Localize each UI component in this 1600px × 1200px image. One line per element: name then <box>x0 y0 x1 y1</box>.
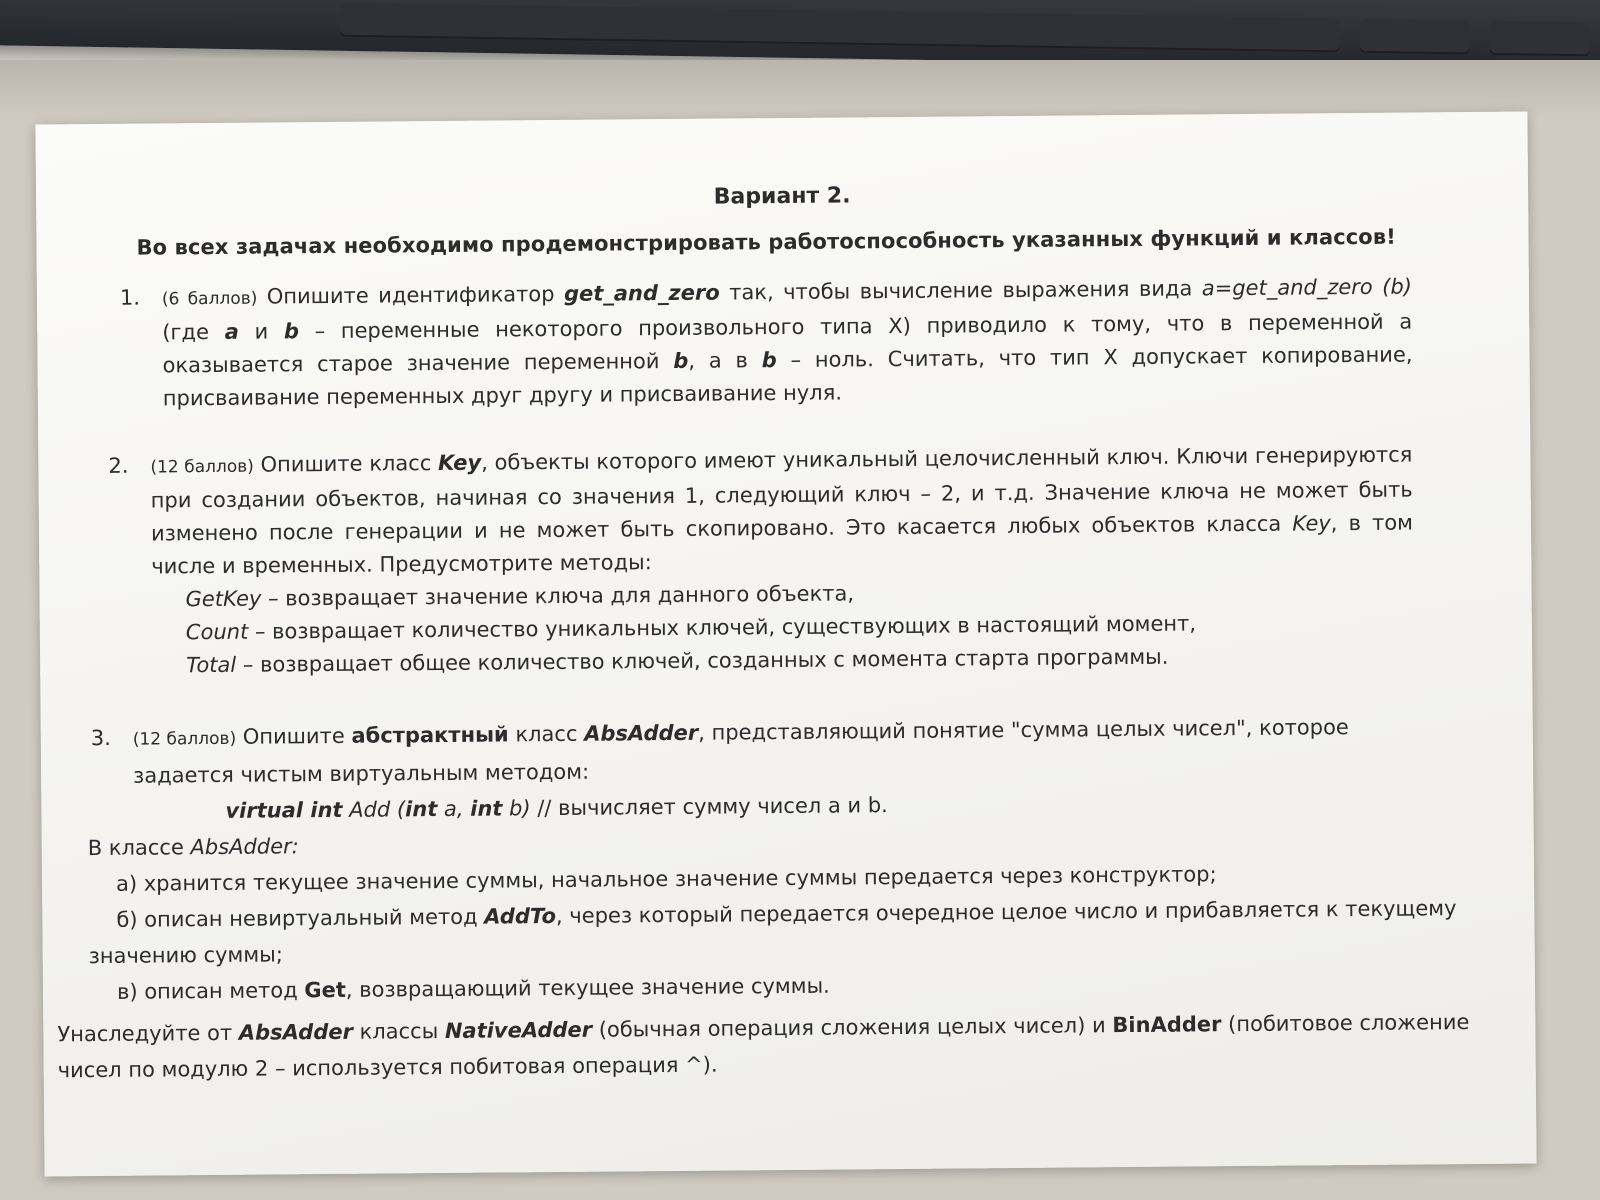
method-name: GetKey <box>185 586 262 612</box>
general-notice: Во всех задачах необходимо продемонстрировать работоспособность указанных функций и классов! <box>136 224 1396 260</box>
class-name: Key <box>1292 511 1331 536</box>
task-text: , объекты которого имеют уникальный целочисленный ключ. Ключи генерируются при создании объектов, начиная со значения 1, следующий ключ – 2, и т.д. Значение ключа не может быть изменено после генерации и не может быть скопировано. Это касается любых объектов класса <box>150 442 1413 546</box>
method-name: Count <box>185 619 249 645</box>
task-2 <box>108 439 1414 683</box>
task-text: (где <box>162 319 225 345</box>
code-keyword: virtual int <box>225 797 343 823</box>
requirement-b: б) описан невиртуальный метод AddTo, через который передается очередное целое число и прибавляется к текущему значению суммы; <box>88 896 1457 969</box>
task-text: – ноль. Считать, что тип X допускает копирование, присваивание переменных друг другу и присваивание нуля. <box>162 342 1413 411</box>
method-desc: – возвращает общее количество ключей, созданных с момента старта программы. <box>236 644 1169 677</box>
abstract-word: абстрактный <box>351 722 509 748</box>
task-number: 1. <box>119 285 141 310</box>
task-points: (6 баллов) <box>161 288 258 310</box>
task-text: Опишите класс <box>253 451 439 477</box>
task-number: 2. <box>108 453 129 478</box>
method-desc: – возвращает значение ключа для данного объекта, <box>261 581 855 611</box>
in-class-heading: В классе AbsAdder: <box>87 834 299 861</box>
keyboard-spacebar <box>340 3 1340 53</box>
class-name: AbsAdder <box>584 720 699 746</box>
method-desc: – возвращает количество уникальных ключей, существующих в настоящий момент, <box>248 611 1197 644</box>
document-body <box>35 112 1536 1177</box>
task-text: , а в <box>688 348 762 373</box>
code-param: b) <box>502 796 531 821</box>
method-name: AddTo <box>484 904 557 929</box>
keyboard-key <box>1490 21 1591 57</box>
expression: a=get_and_zero (b) <box>1201 274 1413 301</box>
class-name: Key <box>437 450 482 476</box>
task-points: (12 баллов) <box>150 456 254 478</box>
var-b: b <box>673 348 689 373</box>
exam-sheet <box>35 112 1536 1177</box>
method-name: Get <box>304 977 346 1003</box>
task-text: , представляющий понятие "сумма целых чисел", которое задается чистым виртуальным методом: <box>133 715 1349 788</box>
class-name: NativeAdder <box>444 1017 593 1043</box>
identifier-name: get_and_zero <box>563 280 720 306</box>
task-number: 3. <box>90 725 111 751</box>
task-text: класс <box>508 721 585 747</box>
task-3 <box>90 708 1444 829</box>
inheritance-task: Унаследуйте от AbsAdder классы NativeAdder (обычная операция сложения целых чисел) и BinAdder (побитовое сложение чисел по модулю 2 – используется побитовая операция ^). <box>57 1010 1470 1083</box>
keyboard-key <box>1360 19 1471 55</box>
task-text: Опишите <box>236 723 352 749</box>
code-comment: // вычисляет сумму чисел a и b. <box>530 793 888 821</box>
class-name: BinAdder <box>1112 1012 1222 1038</box>
task-text: и <box>238 319 284 344</box>
code-function: Add ( <box>342 797 406 822</box>
class-name: AbsAdder: <box>190 834 299 860</box>
class-requirements <box>88 818 1470 1010</box>
requirement-c: в) описан метод Get, возвращающий текущее значение суммы. <box>116 973 830 1004</box>
var-b: b <box>283 319 300 344</box>
task-text: Опишите идентификатор <box>257 281 565 309</box>
code-keyword: int <box>405 797 438 822</box>
task-text: так, чтобы вычисление выражения вида <box>719 276 1202 305</box>
requirement-a: а) хранится текущее значение суммы, начальное значение суммы передается через конструктор; <box>115 862 1217 896</box>
code-param: a, <box>437 796 471 822</box>
variant-title: Вариант 2. <box>713 183 851 210</box>
desk-surface <box>0 60 1600 120</box>
task-1 <box>119 271 1413 416</box>
task-text: , в том числе и временных. Предусмотрите методы: <box>151 510 1414 579</box>
method-name: Total <box>186 652 237 678</box>
var-a: a <box>224 319 239 344</box>
code-keyword: int <box>470 796 503 821</box>
task-points: (12 баллов) <box>132 728 237 750</box>
task-text: – переменные некоторого произвольного типа X) приводило к тому, что в переменной a оказывается старое значение переменной <box>162 309 1413 378</box>
class-name: AbsAdder <box>238 1019 354 1045</box>
var-b: b <box>761 348 777 373</box>
